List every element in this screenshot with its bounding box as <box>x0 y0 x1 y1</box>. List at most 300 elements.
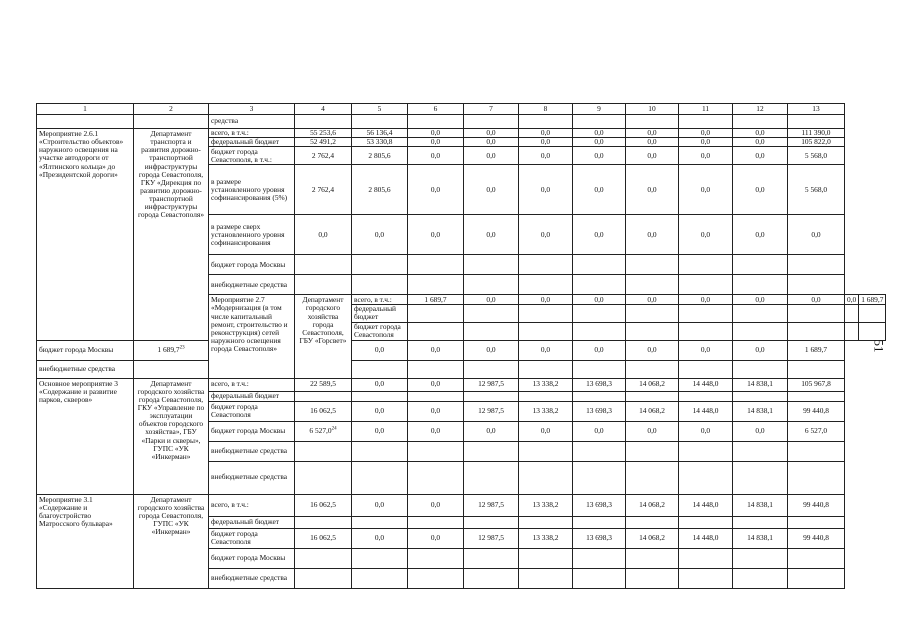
value-cell <box>573 494 626 516</box>
value-cell <box>464 215 519 255</box>
value-cell <box>626 441 679 461</box>
value-cell <box>408 516 464 528</box>
value-cell <box>295 528 352 548</box>
value-text: 99 440,8 <box>803 532 829 542</box>
value-text: 0,0 <box>594 229 604 239</box>
value-cell <box>37 115 134 129</box>
header-cell: 9 <box>573 104 626 115</box>
value-cell <box>733 516 788 528</box>
value-text: 2 762,4 <box>311 184 335 194</box>
value-cell <box>733 360 788 378</box>
value-text: 14 838,1 <box>747 405 773 415</box>
value-cell <box>295 165 352 215</box>
value-cell <box>573 528 626 548</box>
source-cell: внебюджетные средства <box>209 275 295 295</box>
value-cell <box>733 255 788 275</box>
value-text: 14 068,2 <box>639 499 665 509</box>
value-cell <box>733 441 788 461</box>
source-cell: всего, в т.ч.: <box>352 295 408 305</box>
value-cell <box>464 129 519 138</box>
value-cell <box>626 129 679 138</box>
value-text: 0,0 <box>540 425 551 435</box>
value-text: 0,0 <box>374 379 385 389</box>
value-text: 16 062,5 <box>310 532 336 542</box>
value-text: 13 338,2 <box>532 532 559 542</box>
value-cell <box>352 516 408 528</box>
table-row <box>37 494 886 516</box>
value-cell <box>626 340 679 360</box>
value-cell <box>788 275 845 295</box>
value-cell <box>295 516 352 528</box>
value-cell <box>788 115 845 129</box>
value-text: 0,0 <box>430 405 441 415</box>
value-text: 13 698,3 <box>586 379 612 389</box>
value-cell <box>626 165 679 215</box>
value-text: 0,0 <box>486 150 496 160</box>
value-cell <box>679 421 733 441</box>
value-cell <box>519 129 573 138</box>
value-text: 13 338,2 <box>532 405 559 415</box>
value-cell <box>679 360 733 378</box>
value-cell <box>626 275 679 295</box>
value-text: 0,0 <box>540 150 551 160</box>
value-cell <box>788 215 845 255</box>
value-cell <box>788 165 845 215</box>
value-text: 0,0 <box>594 184 604 194</box>
value-cell <box>352 441 408 461</box>
value-cell <box>679 165 733 215</box>
table-row <box>37 340 886 360</box>
source-cell: в размере установленного уровня софинансирования (5%) <box>209 165 295 215</box>
value-cell <box>733 115 788 129</box>
value-cell <box>788 305 845 322</box>
value-text: 0,0 <box>430 499 441 509</box>
header-cell: 6 <box>408 104 464 115</box>
value-cell <box>626 391 679 401</box>
value-text: 52 491,2 <box>310 137 336 147</box>
value-text: 0,0 <box>374 229 385 239</box>
value-cell <box>679 528 733 548</box>
value-text: 1 689,7 <box>424 294 447 304</box>
value-cell <box>859 295 886 305</box>
value-text: 14 838,1 <box>747 532 773 542</box>
value-cell <box>733 147 788 165</box>
value-cell <box>788 528 845 548</box>
source-cell: федеральный бюджет <box>209 391 295 401</box>
value-text: 16 062,5 <box>310 405 336 415</box>
value-text: 99 440,8 <box>803 405 829 415</box>
value-cell <box>519 147 573 165</box>
value-cell <box>464 516 519 528</box>
value-cell <box>352 461 408 494</box>
value-cell <box>352 115 408 129</box>
value-cell <box>408 548 464 568</box>
value-cell <box>464 275 519 295</box>
table-row <box>37 378 886 391</box>
value-text: 0,0 <box>755 229 765 239</box>
value-cell <box>408 391 464 401</box>
value-cell <box>733 295 788 305</box>
value-cell <box>733 461 788 494</box>
value-cell <box>464 568 519 588</box>
value-text: 14 838,1 <box>747 499 773 509</box>
value-cell <box>679 138 733 147</box>
header-cell: 10 <box>626 104 679 115</box>
value-cell <box>573 215 626 255</box>
value-cell <box>408 215 464 255</box>
value-text: 0,0 <box>594 425 604 435</box>
value-cell <box>408 441 464 461</box>
value-cell <box>134 360 209 378</box>
value-text: 55 253,6 <box>310 128 336 137</box>
value-text: 5 568,0 <box>804 184 828 194</box>
value-cell <box>295 401 352 421</box>
value-text: 14 448,0 <box>692 379 719 389</box>
value-cell <box>519 516 573 528</box>
value-text: 0,0 <box>755 184 765 194</box>
source-cell: внебюджетные средства <box>37 360 134 378</box>
responsible-cell: Департамент городского хозяйства города Севастополя, ГКУ «Управление по эксплуатации объектов городского хозяйства», ГБУ «Парки и скверы», ГУПС «УК «Инкерман» <box>134 378 209 494</box>
value-cell <box>519 548 573 568</box>
value-text: 0,0 <box>430 229 441 239</box>
value-cell <box>519 568 573 588</box>
value-text: 0,0 <box>486 137 496 147</box>
value-cell <box>679 378 733 391</box>
value-cell <box>295 548 352 568</box>
value-cell <box>626 528 679 548</box>
value-cell <box>573 305 626 322</box>
header-row <box>37 104 886 115</box>
value-cell <box>788 255 845 275</box>
source-cell: бюджет города Москвы <box>37 340 134 360</box>
value-cell <box>464 421 519 441</box>
header-cell: 8 <box>519 104 573 115</box>
value-cell <box>679 215 733 255</box>
value-cell <box>788 147 845 165</box>
value-text: 0,0 <box>700 128 711 137</box>
value-cell <box>352 378 408 391</box>
value-cell <box>464 295 519 305</box>
value-cell <box>573 275 626 295</box>
responsible-cell: Департамент городского хозяйства города Севастополя, ГБУ «Горсвет» <box>295 295 352 378</box>
source-cell: внебюджетные средства <box>209 461 295 494</box>
value-text: 13 698,3 <box>586 532 612 542</box>
value-text: 0,0 <box>594 150 604 160</box>
value-text: 0,0 <box>700 229 711 239</box>
header-cell: 3 <box>209 104 295 115</box>
value-cell <box>464 494 519 516</box>
value-cell <box>408 138 464 147</box>
value-cell <box>519 295 573 305</box>
value-cell <box>352 360 408 378</box>
header-cell: 1 <box>37 104 134 115</box>
header-cell: 11 <box>679 104 733 115</box>
value-text: 0,0 <box>700 344 711 354</box>
value-text: 14 448,0 <box>692 532 719 542</box>
value-cell <box>679 255 733 275</box>
value-cell <box>408 421 464 441</box>
value-cell <box>519 138 573 147</box>
value-text: 2 762,4 <box>311 150 335 160</box>
value-text: 2 805,6 <box>368 150 391 160</box>
value-text: 53 330,8 <box>366 137 393 147</box>
value-cell <box>464 548 519 568</box>
value-cell <box>519 421 573 441</box>
value-text: 0,0 <box>318 229 328 239</box>
value-text: 0,0 <box>647 229 657 239</box>
value-text: 13 338,2 <box>532 499 559 509</box>
value-cell <box>573 441 626 461</box>
value-cell <box>733 305 788 322</box>
value-text: 5 568,0 <box>804 150 828 160</box>
value-cell <box>733 401 788 421</box>
table-row <box>37 360 886 378</box>
value-cell <box>464 165 519 215</box>
value-cell <box>679 147 733 165</box>
value-cell <box>733 548 788 568</box>
value-text: 13 338,2 <box>532 379 559 389</box>
value-text: 111 390,0 <box>801 128 831 137</box>
value-cell <box>519 115 573 129</box>
value-cell <box>352 129 408 138</box>
value-cell <box>859 305 886 322</box>
value-cell <box>464 441 519 461</box>
value-text: 6 527,0 <box>309 425 332 435</box>
value-cell <box>352 391 408 401</box>
value-cell <box>733 421 788 441</box>
value-cell <box>519 340 573 360</box>
value-text: 22 589,5 <box>310 379 336 389</box>
value-cell <box>679 441 733 461</box>
value-cell <box>408 322 464 340</box>
value-text: 12 987,5 <box>478 379 504 389</box>
value-cell <box>679 129 733 138</box>
activity-cell: Мероприятие 2.7 «Модернизация (в том числе капитальный ремонт, строительство и реконструкция) сетей наружного освещения города Севастополя» <box>209 295 295 378</box>
value-cell <box>573 360 626 378</box>
value-cell <box>352 275 408 295</box>
value-cell <box>573 295 626 305</box>
value-cell <box>679 568 733 588</box>
value-cell <box>352 215 408 255</box>
value-text: 0,0 <box>647 184 657 194</box>
value-cell <box>519 391 573 401</box>
value-cell <box>626 255 679 275</box>
value-cell <box>408 378 464 391</box>
footnote-mark: 24 <box>331 426 337 432</box>
value-cell <box>679 461 733 494</box>
value-cell <box>519 528 573 548</box>
value-text: 0,0 <box>700 137 711 147</box>
value-cell <box>573 115 626 129</box>
value-cell <box>626 421 679 441</box>
value-cell <box>519 305 573 322</box>
source-cell: бюджет города Севастополя <box>209 528 295 548</box>
value-cell <box>733 138 788 147</box>
value-cell <box>352 147 408 165</box>
value-text: 0,0 <box>594 137 604 147</box>
value-text: 13 698,3 <box>586 405 612 415</box>
value-text: 0,0 <box>700 184 711 194</box>
value-text: 0,0 <box>540 294 551 304</box>
value-text: 2 805,6 <box>368 184 391 194</box>
value-cell <box>788 138 845 147</box>
value-cell <box>788 401 845 421</box>
value-cell <box>352 138 408 147</box>
value-text: 0,0 <box>430 150 441 160</box>
source-cell: бюджет города Севастополя, в т.ч.: <box>209 147 295 165</box>
value-cell <box>295 461 352 494</box>
value-cell <box>352 340 408 360</box>
value-cell <box>573 568 626 588</box>
responsible-cell: Департамент городского хозяйства города Севастополя, ГУПС «УК «Инкерман» <box>134 494 209 588</box>
value-cell <box>519 275 573 295</box>
value-cell <box>788 378 845 391</box>
value-cell <box>626 461 679 494</box>
source-cell: федеральный бюджет <box>209 516 295 528</box>
value-text: 1 689,7 <box>157 344 180 354</box>
value-text: 0,0 <box>700 425 711 435</box>
value-cell <box>352 494 408 516</box>
value-text: 12 987,5 <box>478 532 504 542</box>
value-cell <box>679 305 733 322</box>
source-cell: внебюджетные средства <box>209 568 295 588</box>
budget-table <box>36 103 886 589</box>
value-cell <box>519 215 573 255</box>
value-text: 0,0 <box>700 150 711 160</box>
value-cell <box>573 138 626 147</box>
page-number: 51 <box>871 339 887 353</box>
value-cell <box>408 295 464 305</box>
value-text: 0,0 <box>486 229 496 239</box>
value-cell <box>519 165 573 215</box>
value-text: 0,0 <box>811 229 821 239</box>
value-text: 0,0 <box>755 294 765 304</box>
footnote-mark: 23 <box>179 345 185 351</box>
source-cell: федеральный бюджет <box>209 138 295 147</box>
value-cell <box>295 494 352 516</box>
value-text: 6 527,0 <box>804 425 828 435</box>
value-cell <box>573 391 626 401</box>
value-text: 12 987,5 <box>478 499 504 509</box>
source-cell: федеральный бюджет <box>352 305 408 322</box>
source-cell: средства <box>209 115 295 129</box>
value-cell <box>733 391 788 401</box>
value-cell <box>408 568 464 588</box>
value-cell <box>626 305 679 322</box>
value-text: 0,0 <box>540 229 551 239</box>
value-text: 0,0 <box>594 294 604 304</box>
value-text: 0,0 <box>430 425 441 435</box>
value-cell <box>626 568 679 588</box>
value-cell <box>352 421 408 441</box>
value-cell <box>519 255 573 275</box>
value-cell <box>352 528 408 548</box>
value-cell <box>679 115 733 129</box>
value-cell <box>626 147 679 165</box>
value-cell <box>845 305 859 322</box>
value-cell <box>626 322 679 340</box>
value-cell <box>788 129 845 138</box>
value-cell <box>788 391 845 401</box>
value-text: 0,0 <box>374 499 385 509</box>
value-text: 0,0 <box>486 344 496 354</box>
header-cell: 12 <box>733 104 788 115</box>
table-row <box>37 115 886 129</box>
value-cell <box>788 461 845 494</box>
value-cell <box>352 255 408 275</box>
value-cell <box>733 129 788 138</box>
value-text: 105 967,8 <box>801 379 831 389</box>
value-cell <box>408 528 464 548</box>
value-cell <box>408 401 464 421</box>
value-text: 0,0 <box>647 425 657 435</box>
value-cell <box>464 528 519 548</box>
value-text: 0,0 <box>430 344 441 354</box>
value-cell <box>464 255 519 275</box>
value-cell <box>845 295 859 305</box>
value-cell <box>352 568 408 588</box>
value-text: 0,0 <box>540 137 551 147</box>
value-cell <box>519 401 573 421</box>
value-cell <box>679 391 733 401</box>
value-text: 14 068,2 <box>639 379 665 389</box>
value-cell <box>679 340 733 360</box>
value-text: 0,0 <box>647 294 657 304</box>
value-text: 12 987,5 <box>478 405 504 415</box>
source-cell: бюджет города Москвы <box>209 255 295 275</box>
value-text: 0,0 <box>755 150 765 160</box>
value-cell <box>352 165 408 215</box>
value-text: 0,0 <box>486 425 496 435</box>
value-cell <box>573 461 626 494</box>
value-text: 0,0 <box>755 137 765 147</box>
value-text: 13 698,3 <box>586 499 612 509</box>
value-cell <box>295 255 352 275</box>
value-text: 14 068,2 <box>639 532 665 542</box>
table-body <box>37 104 886 589</box>
source-cell: бюджет города Севастополя <box>209 401 295 421</box>
value-cell <box>295 138 352 147</box>
value-cell <box>788 568 845 588</box>
value-cell <box>788 516 845 528</box>
value-cell <box>295 275 352 295</box>
value-cell <box>573 255 626 275</box>
value-cell <box>295 568 352 588</box>
header-cell: 2 <box>134 104 209 115</box>
value-cell <box>679 516 733 528</box>
value-cell <box>626 516 679 528</box>
value-text: 0,0 <box>594 344 604 354</box>
value-text: 0,0 <box>540 344 551 354</box>
value-cell <box>788 295 845 305</box>
value-text: 14 448,0 <box>692 405 719 415</box>
value-cell <box>573 322 626 340</box>
value-cell <box>464 461 519 494</box>
source-cell: бюджет города Москвы <box>209 548 295 568</box>
value-cell <box>573 147 626 165</box>
value-text: 0,0 <box>486 294 496 304</box>
value-cell <box>788 322 845 340</box>
value-cell <box>519 441 573 461</box>
value-cell <box>408 129 464 138</box>
value-cell <box>626 378 679 391</box>
value-text: 0,0 <box>847 294 857 304</box>
value-text: 0,0 <box>647 128 657 137</box>
value-cell <box>519 378 573 391</box>
value-text: 0,0 <box>430 184 441 194</box>
value-cell <box>295 391 352 401</box>
value-cell <box>626 548 679 568</box>
